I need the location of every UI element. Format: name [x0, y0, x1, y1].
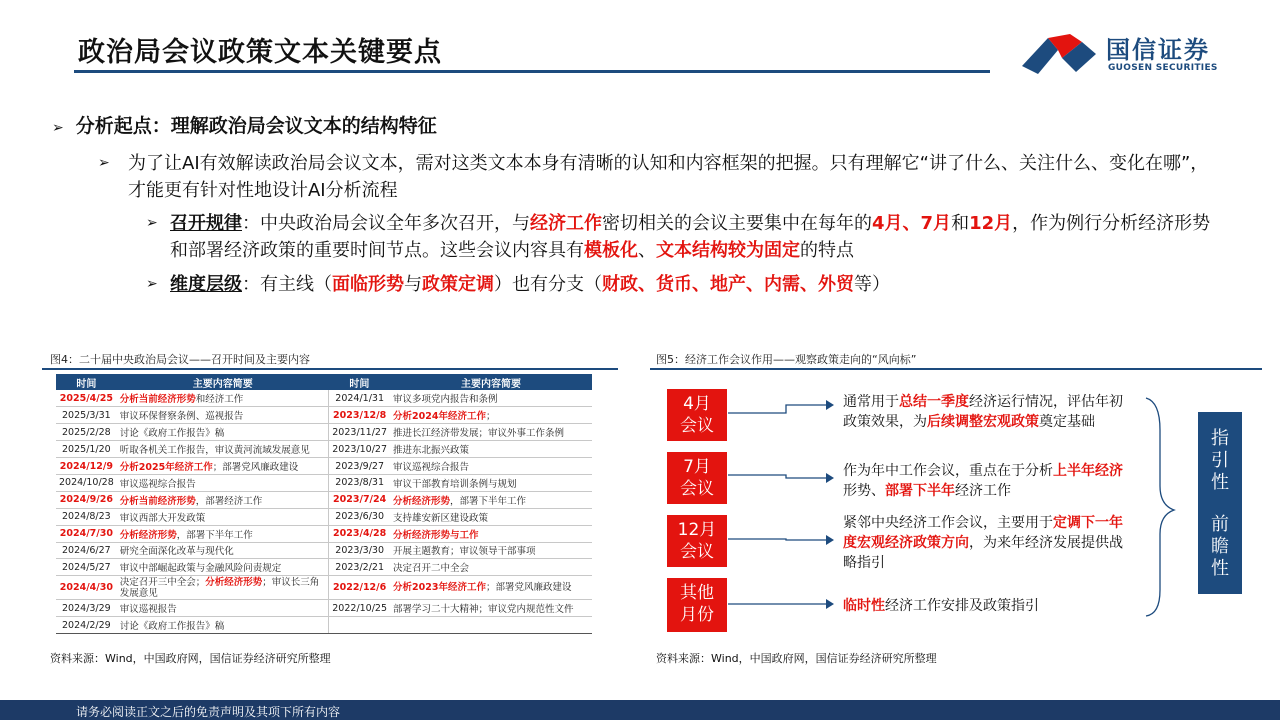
header-date-2: 时间 — [329, 374, 390, 390]
meeting-content-cell: 审议巡视综合报告 — [390, 458, 592, 475]
meeting-date-cell: 2022/10/25 — [329, 600, 390, 617]
side-label-box — [1198, 412, 1242, 594]
meeting-date-cell: 2024/7/30 — [56, 525, 117, 542]
meeting-content-cell: 部署学习二十大精神；审议党内规范性文件 — [390, 600, 592, 617]
page-title: 政治局会议政策文本关键要点 — [78, 37, 442, 68]
meeting-content-cell: 审议巡视综合报告 — [117, 474, 329, 491]
arrow-bullet-icon: ➢ — [146, 276, 158, 292]
meeting-date-cell: 2025/1/20 — [56, 441, 117, 458]
meeting-content-cell: 审议干部教育培训条例与规划 — [390, 474, 592, 491]
meeting-date-cell: 2023/12/8 — [329, 407, 390, 424]
meeting-date-cell: 2024/2/29 — [56, 617, 117, 634]
header-date-1: 时间 — [56, 374, 117, 390]
meeting-role-description: 临时性经济工作安排及政策指引 — [843, 598, 1039, 614]
bullet-dimension-hierarchy-text: 维度层级：有主线（面临形势与政策定调）也有分支（财政、货币、地产、内需、外贸等） — [170, 274, 890, 295]
meeting-content-cell: 推进东北振兴政策 — [390, 441, 592, 458]
fig5-source: 资料来源：Wind，中国政府网，国信证券经济研究所整理 — [656, 652, 937, 665]
meeting-content-cell: 研究全面深化改革与现代化 — [117, 542, 329, 559]
meeting-date-cell: 2024/1/31 — [329, 390, 390, 407]
arrowhead-icon — [826, 535, 834, 545]
side-char: 性 — [1211, 472, 1229, 493]
meeting-content-cell: 分析经济形势，部署下半年工作 — [390, 491, 592, 508]
arrowhead-icon — [826, 473, 834, 483]
meeting-date-cell: 2023/11/27 — [329, 424, 390, 441]
fig4-source: 资料来源：Wind，中国政府网，国信证券经济研究所整理 — [50, 652, 331, 665]
meeting-content-cell: 听取各机关工作报告，审议黄河流域发展意见 — [117, 441, 329, 458]
header-content-2: 主要内容简要 — [390, 374, 592, 390]
meeting-date-cell: 2024/4/30 — [56, 576, 117, 600]
meeting-date-cell: 2023/3/30 — [329, 542, 390, 559]
meeting-date-cell: 2022/12/6 — [329, 576, 390, 600]
right-brace — [1146, 398, 1174, 616]
meeting-role-description: 紧邻中央经济工作会议，主要用于定调下一年度宏观经济政策方向，为来年经济发展提供战略指引 — [843, 515, 1123, 571]
meeting-content-cell: 分析2025年经济工作；部署党风廉政建设 — [117, 458, 329, 475]
fig4-caption: 图4：二十届中央政治局会议——召开时间及主要内容 — [50, 353, 310, 366]
meeting-role-description: 作为年中工作会议，重点在于分析上半年经济形势、部署下半年经济工作 — [843, 463, 1123, 499]
meeting-content-cell: 决定召开三中全会；分析经济形势；审议长三角发展意见 — [117, 576, 329, 600]
arrow-bullet-icon: ➢ — [98, 155, 110, 171]
meeting-content-cell: 审议西部大开发政策 — [117, 508, 329, 525]
meeting-content-cell: 开展主题教育；审议领导干部事项 — [390, 542, 592, 559]
footer-bar — [0, 700, 1280, 720]
bullet-meeting-schedule-text: 召开规律：中央政治局会议全年多次召开，与经济工作密切相关的会议主要集中在每年的4月、7月和12月，作为例行分析经济形势和部署经济政策的重要时间节点。这些会议内容具有模板化、文本结构较为固定的特点 — [170, 213, 1211, 261]
side-char: 指 — [1211, 428, 1229, 449]
month-box: 4月 会议 — [667, 389, 727, 441]
meeting-date-cell: 2023/10/27 — [329, 441, 390, 458]
side-char: 引 — [1211, 450, 1229, 471]
meeting-date-cell: 2023/9/27 — [329, 458, 390, 475]
connector-dec — [728, 539, 826, 540]
logo-en-text: GUOSEN SECURITIES — [1108, 63, 1218, 73]
meeting-content-cell: 分析经济形势与工作 — [390, 525, 592, 542]
meeting-content-cell: 分析2024年经济工作； — [390, 407, 592, 424]
meeting-date-cell: 2024/10/28 — [56, 474, 117, 491]
meeting-date-cell: 2025/4/25 — [56, 390, 117, 407]
month-box: 12月 会议 — [667, 515, 727, 567]
side-char: 前 — [1211, 514, 1229, 535]
arrowhead-icon — [826, 400, 834, 410]
arrow-bullet-icon: ➢ — [52, 120, 64, 136]
bullet-level2-text: 为了让AI有效解读政治局会议文本，需对这类文本本身有清晰的认知和内容框架的把握。只有理解它“讲了什么、关注什么、变化在哪”，才能更有针对性地设计AI分析流程 — [128, 153, 1209, 201]
header-content-1: 主要内容简要 — [117, 374, 329, 390]
meeting-date-cell: 2023/8/31 — [329, 474, 390, 491]
meeting-content-cell: 审议巡视报告 — [117, 600, 329, 617]
side-char: 瞻 — [1211, 536, 1229, 557]
meeting-date-cell: 2025/2/28 — [56, 424, 117, 441]
meeting-content-cell: 推进长江经济带发展；审议外事工作条例 — [390, 424, 592, 441]
connector-jul — [728, 475, 826, 478]
meeting-content-cell: 决定召开二中全会 — [390, 559, 592, 576]
month-box: 7月 会议 — [667, 452, 727, 504]
meeting-content-cell: 审议多项党内报告和条例 — [390, 390, 592, 407]
meeting-date-cell: 2023/7/24 — [329, 491, 390, 508]
meeting-content-cell: 分析当前经济形势，部署经济工作 — [117, 491, 329, 508]
logo-cn-text: 国信证券 — [1106, 36, 1210, 64]
meeting-date-cell: 2023/6/30 — [329, 508, 390, 525]
meeting-date-cell: 2024/9/26 — [56, 491, 117, 508]
meeting-content-cell: 分析2023年经济工作；部署党风廉政建设 — [390, 576, 592, 600]
meeting-date-cell: 2024/12/9 — [56, 458, 117, 475]
month-box: 其他 月份 — [667, 578, 727, 632]
meeting-content-cell: 分析经济形势，部署下半年工作 — [117, 525, 329, 542]
meeting-date-cell: 2024/5/27 — [56, 559, 117, 576]
side-char: 性 — [1211, 558, 1229, 579]
bullet-level1-text: 分析起点：理解政治局会议文本的结构特征 — [75, 115, 437, 137]
connector-apr — [728, 405, 826, 413]
meeting-date-cell: 2023/4/28 — [329, 525, 390, 542]
meeting-date-cell: 2023/2/21 — [329, 559, 390, 576]
meeting-date-cell: 2025/3/31 — [56, 407, 117, 424]
meeting-content-cell: 讨论《政府工作报告》稿 — [117, 617, 329, 634]
meeting-content-cell: 讨论《政府工作报告》稿 — [117, 424, 329, 441]
arrowhead-icon — [826, 599, 834, 609]
meeting-date-cell: 2024/3/29 — [56, 600, 117, 617]
footer-disclaimer: 请务必阅读正文之后的免责声明及其项下所有内容 — [76, 705, 341, 719]
meeting-date-cell: 2024/8/23 — [56, 508, 117, 525]
fig5-caption: 图5：经济工作会议作用——观察政策走向的“风向标” — [656, 353, 917, 366]
meeting-content-cell: 审议中部崛起政策与金融风险问责规定 — [117, 559, 329, 576]
meeting-date-cell: 2024/6/27 — [56, 542, 117, 559]
meeting-content-cell: 支持雄安新区建设政策 — [390, 508, 592, 525]
meeting-role-description: 通常用于总结一季度经济运行情况，评估年初政策效果，为后续调整宏观政策奠定基础 — [843, 394, 1123, 430]
meeting-content-cell: 审议环保督察条例、巡视报告 — [117, 407, 329, 424]
arrow-bullet-icon: ➢ — [146, 215, 158, 231]
meeting-content-cell: 分析当前经济形势和经济工作 — [117, 390, 329, 407]
